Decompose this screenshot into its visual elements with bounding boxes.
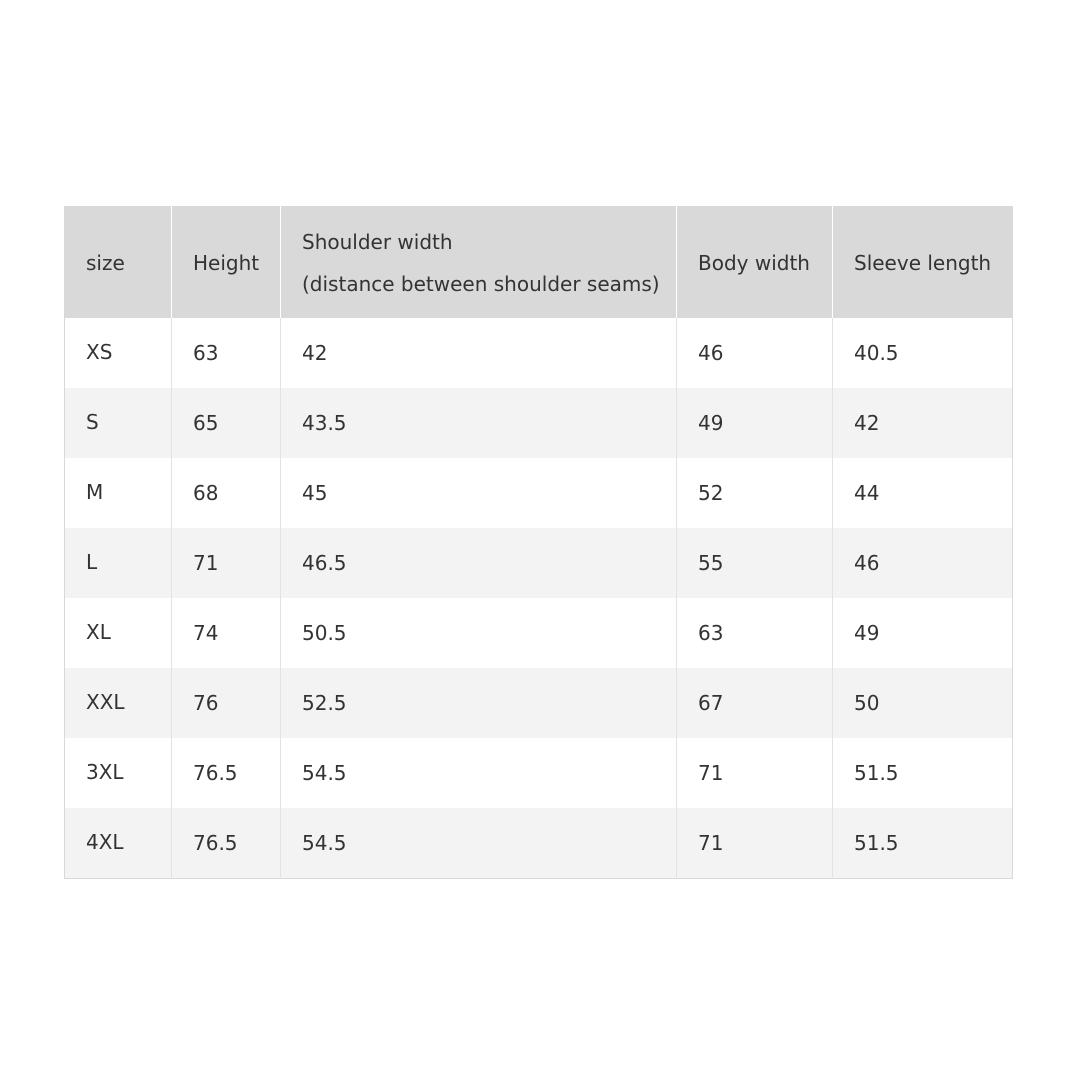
- cell-body-width: 63: [677, 598, 833, 668]
- cell-sleeve-length: 51.5: [833, 738, 1013, 808]
- cell-body-width: 71: [677, 738, 833, 808]
- cell-shoulder-width: 54.5: [281, 808, 677, 879]
- cell-shoulder-width: 52.5: [281, 668, 677, 738]
- cell-size: XS: [65, 318, 172, 388]
- cell-height: 74: [172, 598, 281, 668]
- table-header: [65, 207, 1013, 319]
- cell-sleeve-length: 50: [833, 668, 1013, 738]
- cell-height: 63: [172, 318, 281, 388]
- table-row: [65, 808, 1013, 879]
- cell-body-width: 71: [677, 808, 833, 879]
- header-height: Height: [172, 207, 281, 319]
- cell-size: 4XL: [65, 808, 172, 879]
- cell-body-width: 46: [677, 318, 833, 388]
- cell-sleeve-length: 51.5: [833, 808, 1013, 879]
- cell-body-width: 55: [677, 528, 833, 598]
- header-shoulder-width-note: (distance between shoulder seams): [302, 271, 660, 296]
- table-row: [65, 528, 1013, 598]
- table-row: [65, 668, 1013, 738]
- header-sleeve-length: Sleeve length: [833, 207, 1013, 319]
- cell-shoulder-width: 45: [281, 458, 677, 528]
- cell-size: XL: [65, 598, 172, 668]
- table-row: [65, 388, 1013, 458]
- cell-sleeve-length: 42: [833, 388, 1013, 458]
- table-row: [65, 598, 1013, 668]
- size-chart-table: [64, 206, 1013, 879]
- cell-size: L: [65, 528, 172, 598]
- cell-height: 71: [172, 528, 281, 598]
- cell-body-width: 52: [677, 458, 833, 528]
- cell-sleeve-length: 40.5: [833, 318, 1013, 388]
- cell-height: 76: [172, 668, 281, 738]
- header-shoulder-width: [281, 207, 677, 319]
- cell-size: 3XL: [65, 738, 172, 808]
- cell-sleeve-length: 46: [833, 528, 1013, 598]
- cell-size: M: [65, 458, 172, 528]
- cell-height: 76.5: [172, 738, 281, 808]
- cell-shoulder-width: 43.5: [281, 388, 677, 458]
- cell-height: 65: [172, 388, 281, 458]
- table-body: [65, 318, 1013, 879]
- table-row: [65, 318, 1013, 388]
- cell-sleeve-length: 44: [833, 458, 1013, 528]
- header-shoulder-width-label: Shoulder width: [302, 229, 453, 254]
- cell-sleeve-length: 49: [833, 598, 1013, 668]
- table-row: [65, 458, 1013, 528]
- cell-height: 68: [172, 458, 281, 528]
- header-size: size: [65, 207, 172, 319]
- cell-height: 76.5: [172, 808, 281, 879]
- table-row: [65, 738, 1013, 808]
- cell-body-width: 49: [677, 388, 833, 458]
- cell-shoulder-width: 46.5: [281, 528, 677, 598]
- cell-size: XXL: [65, 668, 172, 738]
- cell-shoulder-width: 54.5: [281, 738, 677, 808]
- header-body-width: Body width: [677, 207, 833, 319]
- cell-body-width: 67: [677, 668, 833, 738]
- header-row: [65, 207, 1013, 319]
- cell-shoulder-width: 42: [281, 318, 677, 388]
- cell-shoulder-width: 50.5: [281, 598, 677, 668]
- cell-size: S: [65, 388, 172, 458]
